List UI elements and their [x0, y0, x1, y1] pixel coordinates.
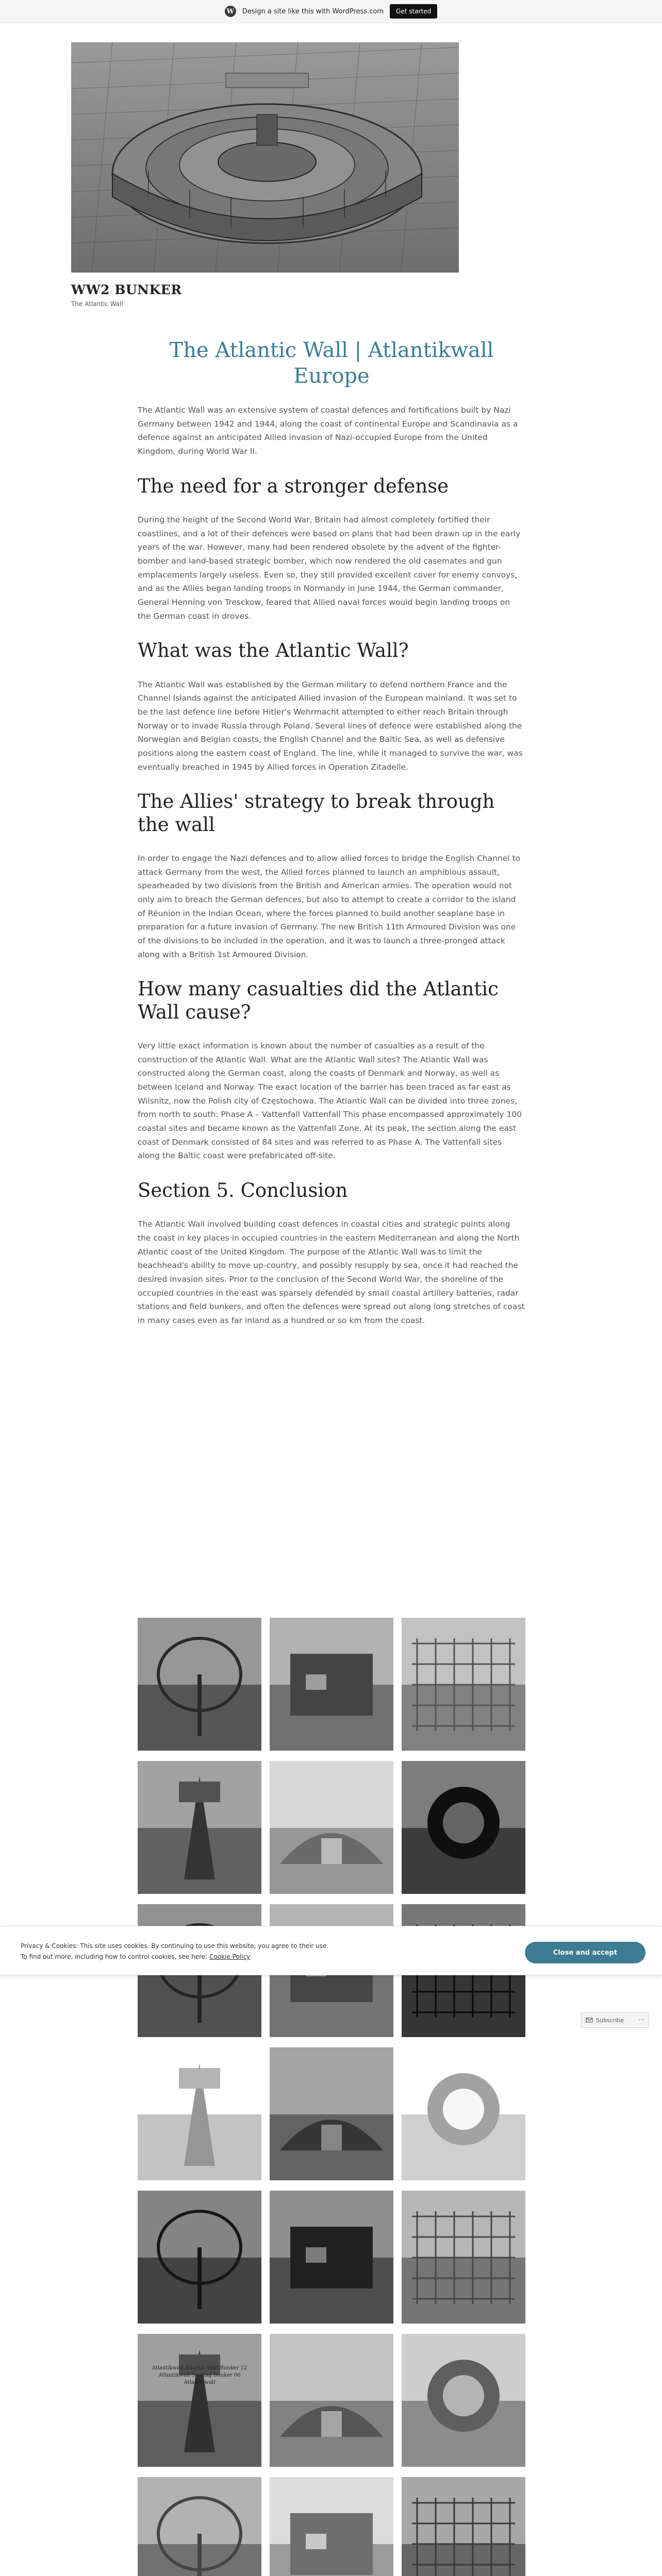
wordpress-promo-bar — [0, 0, 662, 23]
photo-bunker-caption-plate — [402, 2047, 525, 2180]
gallery-image-crane-construction[interactable] — [402, 2191, 525, 2324]
section-heading: The Allies' strategy to break through the wall — [138, 790, 495, 836]
wordpress-logo-icon[interactable]: W — [225, 6, 236, 17]
gallery-image-bunker-in-field[interactable] — [402, 2334, 525, 2467]
photo-radar-bunker-site — [138, 1618, 261, 1751]
gallery-image-radar-station-hill[interactable] — [402, 2477, 525, 2576]
gallery-image-radar-blueprint[interactable] — [138, 2047, 261, 2180]
get-started-button[interactable]: Get started — [390, 4, 437, 19]
subscribe-widget[interactable] — [581, 2012, 649, 2028]
site-tagline: The Atlantic Wall — [71, 300, 123, 308]
photo-soldier-and-horse — [270, 2477, 393, 2576]
photo-antenna-array-tower — [138, 2191, 261, 2324]
cookie-notice-prefix: To find out more, including how to control cookies, see here: — [21, 1953, 210, 1960]
gallery-image-antenna-array-tower[interactable] — [138, 2191, 261, 2324]
section-heading: The need for a stronger defense — [138, 474, 449, 497]
site-title[interactable]: WW2 BUNKER — [71, 282, 182, 297]
gallery-image-soldier-and-horse[interactable] — [270, 2477, 393, 2576]
gallery-image-coastal-bunker-ruin[interactable] — [138, 2334, 261, 2467]
more-options-icon[interactable]: ··· — [638, 2016, 644, 2024]
header-image-bunker-cutaway — [71, 42, 459, 273]
photo-bunker-in-field — [402, 2334, 525, 2467]
subscribe-label[interactable]: Subscribe — [596, 2016, 624, 2024]
gallery-image-caption: Atlantikwall Atlantic Wall Bunker 12 Atlantikwall Stelling Bunker 00 Atlantikwall — [152, 2365, 247, 2385]
cookie-notice-line — [21, 1952, 328, 1962]
gallery-image-mammut-antenna[interactable] — [270, 2191, 393, 2324]
photo-wurzburg-radar-dish — [270, 1618, 393, 1751]
intro-paragraph: The Atlantic Wall was an extensive system of coastal defences and fortifications built by Nazi Germany between 1942 and 1944, along the coast of continental Europe and Scandinavia as a defence against an anticipated Allied invasion of Nazi-occupied Europe from the United Kingdom, during World War II. — [138, 405, 518, 456]
photo-lattice-tower — [138, 2477, 261, 2576]
gallery-image-wurzburg-radar-dish[interactable] — [270, 1618, 393, 1751]
cookie-policy-link[interactable]: Cookie Policy — [209, 1953, 251, 1960]
photo-gallery — [138, 1618, 525, 2576]
photo-radar-tower-mast — [402, 1761, 525, 1894]
gallery-image-bunker-caption-plate[interactable] — [402, 2047, 525, 2180]
cookie-notice-line: Privacy & Cookies: This site uses cookies. By continuing to use this website, you agree to their use. — [21, 1942, 329, 1950]
photo-wurzburg-riese-dish — [402, 1618, 525, 1751]
photo-radar-station-hill — [402, 2477, 525, 2576]
cookie-banner — [0, 1926, 662, 1975]
subscribe-icon — [586, 2016, 593, 2024]
section-heading: Section 5. Conclusion — [138, 1179, 348, 1201]
photo-crane-construction — [402, 2191, 525, 2324]
section-paragraph: During the height of the Second World War, Britain had almost completely fortified their coastlines, and a lot of their defences were based on plans that had been drawn up in the early years of the war. However, many had been rendered obsolete by the advent of the fighter-bomber and land-based strategic bomber, which now rendered the old casemates and gun emplacements largely useless. Even so, they still provided excellent cover for enemy convoys, and as the Allies began landing troops in Normandy in June 1944, the German commander, General Henning von Tresckow, feared that Allied naval forces would begin landing troops on the German coast in droves. — [138, 515, 521, 621]
gallery-image-tower-with-soldiers[interactable] — [270, 2047, 393, 2180]
photo-radar-cabin-on-tower — [270, 1761, 393, 1894]
article-content — [138, 337, 525, 1344]
photo-coastal-bunker-ruin — [138, 2334, 261, 2467]
gallery-image-radar-tower-mast[interactable] — [402, 1761, 525, 1894]
section-paragraph: The Atlantic Wall was established by the German military to defend northern France and the Channel Islands against the anticipated Allied invasion of the European mainland. It was set to be the last defence line before Hitler's Wehrmacht attempted to either reach Britain through Norway or to invade Russia through Poland. Several lines of defence were established along the Norwegian and Belgian coasts, the English Channel and the Baltic Sea, as well as defensive positions along the eastern coast of England. The line, while it managed to survive the war, was eventually breached in 1945 by Allied forces in Operation Zitadelle. — [138, 680, 523, 772]
close-and-accept-button[interactable]: Close and accept — [525, 1942, 646, 1963]
photo-freya-radar-antenna — [138, 1761, 261, 1894]
gallery-image-radar-bunker-site[interactable] — [138, 1618, 261, 1751]
section-paragraph: The Atlantic Wall involved building coast defences in coastal cities and strategic points along the coast in key places in occupied countries in the eastern Mediterranean and along the North Atlantic coast of the United Kingdom. The purpose of the Atlantic Wall was to limit the beachhead's ability to move up-country, and possibly resupply by sea, once it had reached the desired invasion sites. Prior to the conclusion of the Second World War, the shoreline of the occupied countries in the east was sparsely defended by small coastal artillery batteries, radar stations and field bunkers, and often the defences were spread out along long stretches of coast in many cases even as far inland as a hundred or so km from the coast. — [138, 1219, 525, 1325]
promo-text[interactable]: Design a site like this with WordPress.com — [242, 7, 384, 15]
section-heading: How many casualties did the Atlantic Wall cause? — [138, 978, 499, 1023]
section-paragraph: Very little exact information is known about the number of casualties as a result of the construction of the Atlantic Wall. What are the Atlantic Wall sites? The Atlantic Wall was constructed along the German coast, along the coasts of Denmark and Norway, as well as between Iceland and Norway. The exact location of the barrier has been traced as far east as Wilsnitz, now the Polish city of Częstochowa. The Atlantic Wall can be divided into three zones, from north to south: Phase A – Vattenfall Vattenfall This phase encompassed approximately 100 coastal sites and became known as the Vattenfall Zone. At its peak, the section along the east coast of Denmark consisted of 84 sites and was referred to as Phase A. The Vattenfall sites along the Baltic coast were prefabricated off-site. — [138, 1041, 522, 1161]
photo-mammut-antenna — [270, 2191, 393, 2324]
gallery-image-gun-emplacement[interactable] — [270, 2334, 393, 2467]
photo-radar-blueprint — [138, 2047, 261, 2180]
section-paragraph: In order to engage the Nazi defences and to allow allied forces to bridge the English Channel to attack Germany from the west, the Allied forces planned to launch an amphibious assault, spearheaded by two divisions from the British and American armies. The operation would not only aim to breach the German defences, but also to attempt to create a corridor to the island of Réunion in the Indian Ocean, where the forces planned to build another seaplane base in preparation for a future invasion of Germany. The new British 11th Armoured Division was one of the divisions to be included in the operation, and it was to launch a three-pronged attack along with a British 1st Armoured Division. — [138, 854, 521, 959]
page-title: The Atlantic Wall | Atlantikwall Europe — [169, 338, 494, 388]
photo-gun-emplacement — [270, 2334, 393, 2467]
gallery-image-freya-radar-antenna[interactable] — [138, 1761, 261, 1894]
section-heading: What was the Atlantic Wall? — [138, 639, 409, 662]
gallery-image-wurzburg-riese-dish[interactable] — [402, 1618, 525, 1751]
photo-tower-with-soldiers — [270, 2047, 393, 2180]
gallery-image-lattice-tower[interactable] — [138, 2477, 261, 2576]
cookie-notice-text — [21, 1941, 328, 1962]
gallery-image-radar-cabin-on-tower[interactable] — [270, 1761, 393, 1894]
